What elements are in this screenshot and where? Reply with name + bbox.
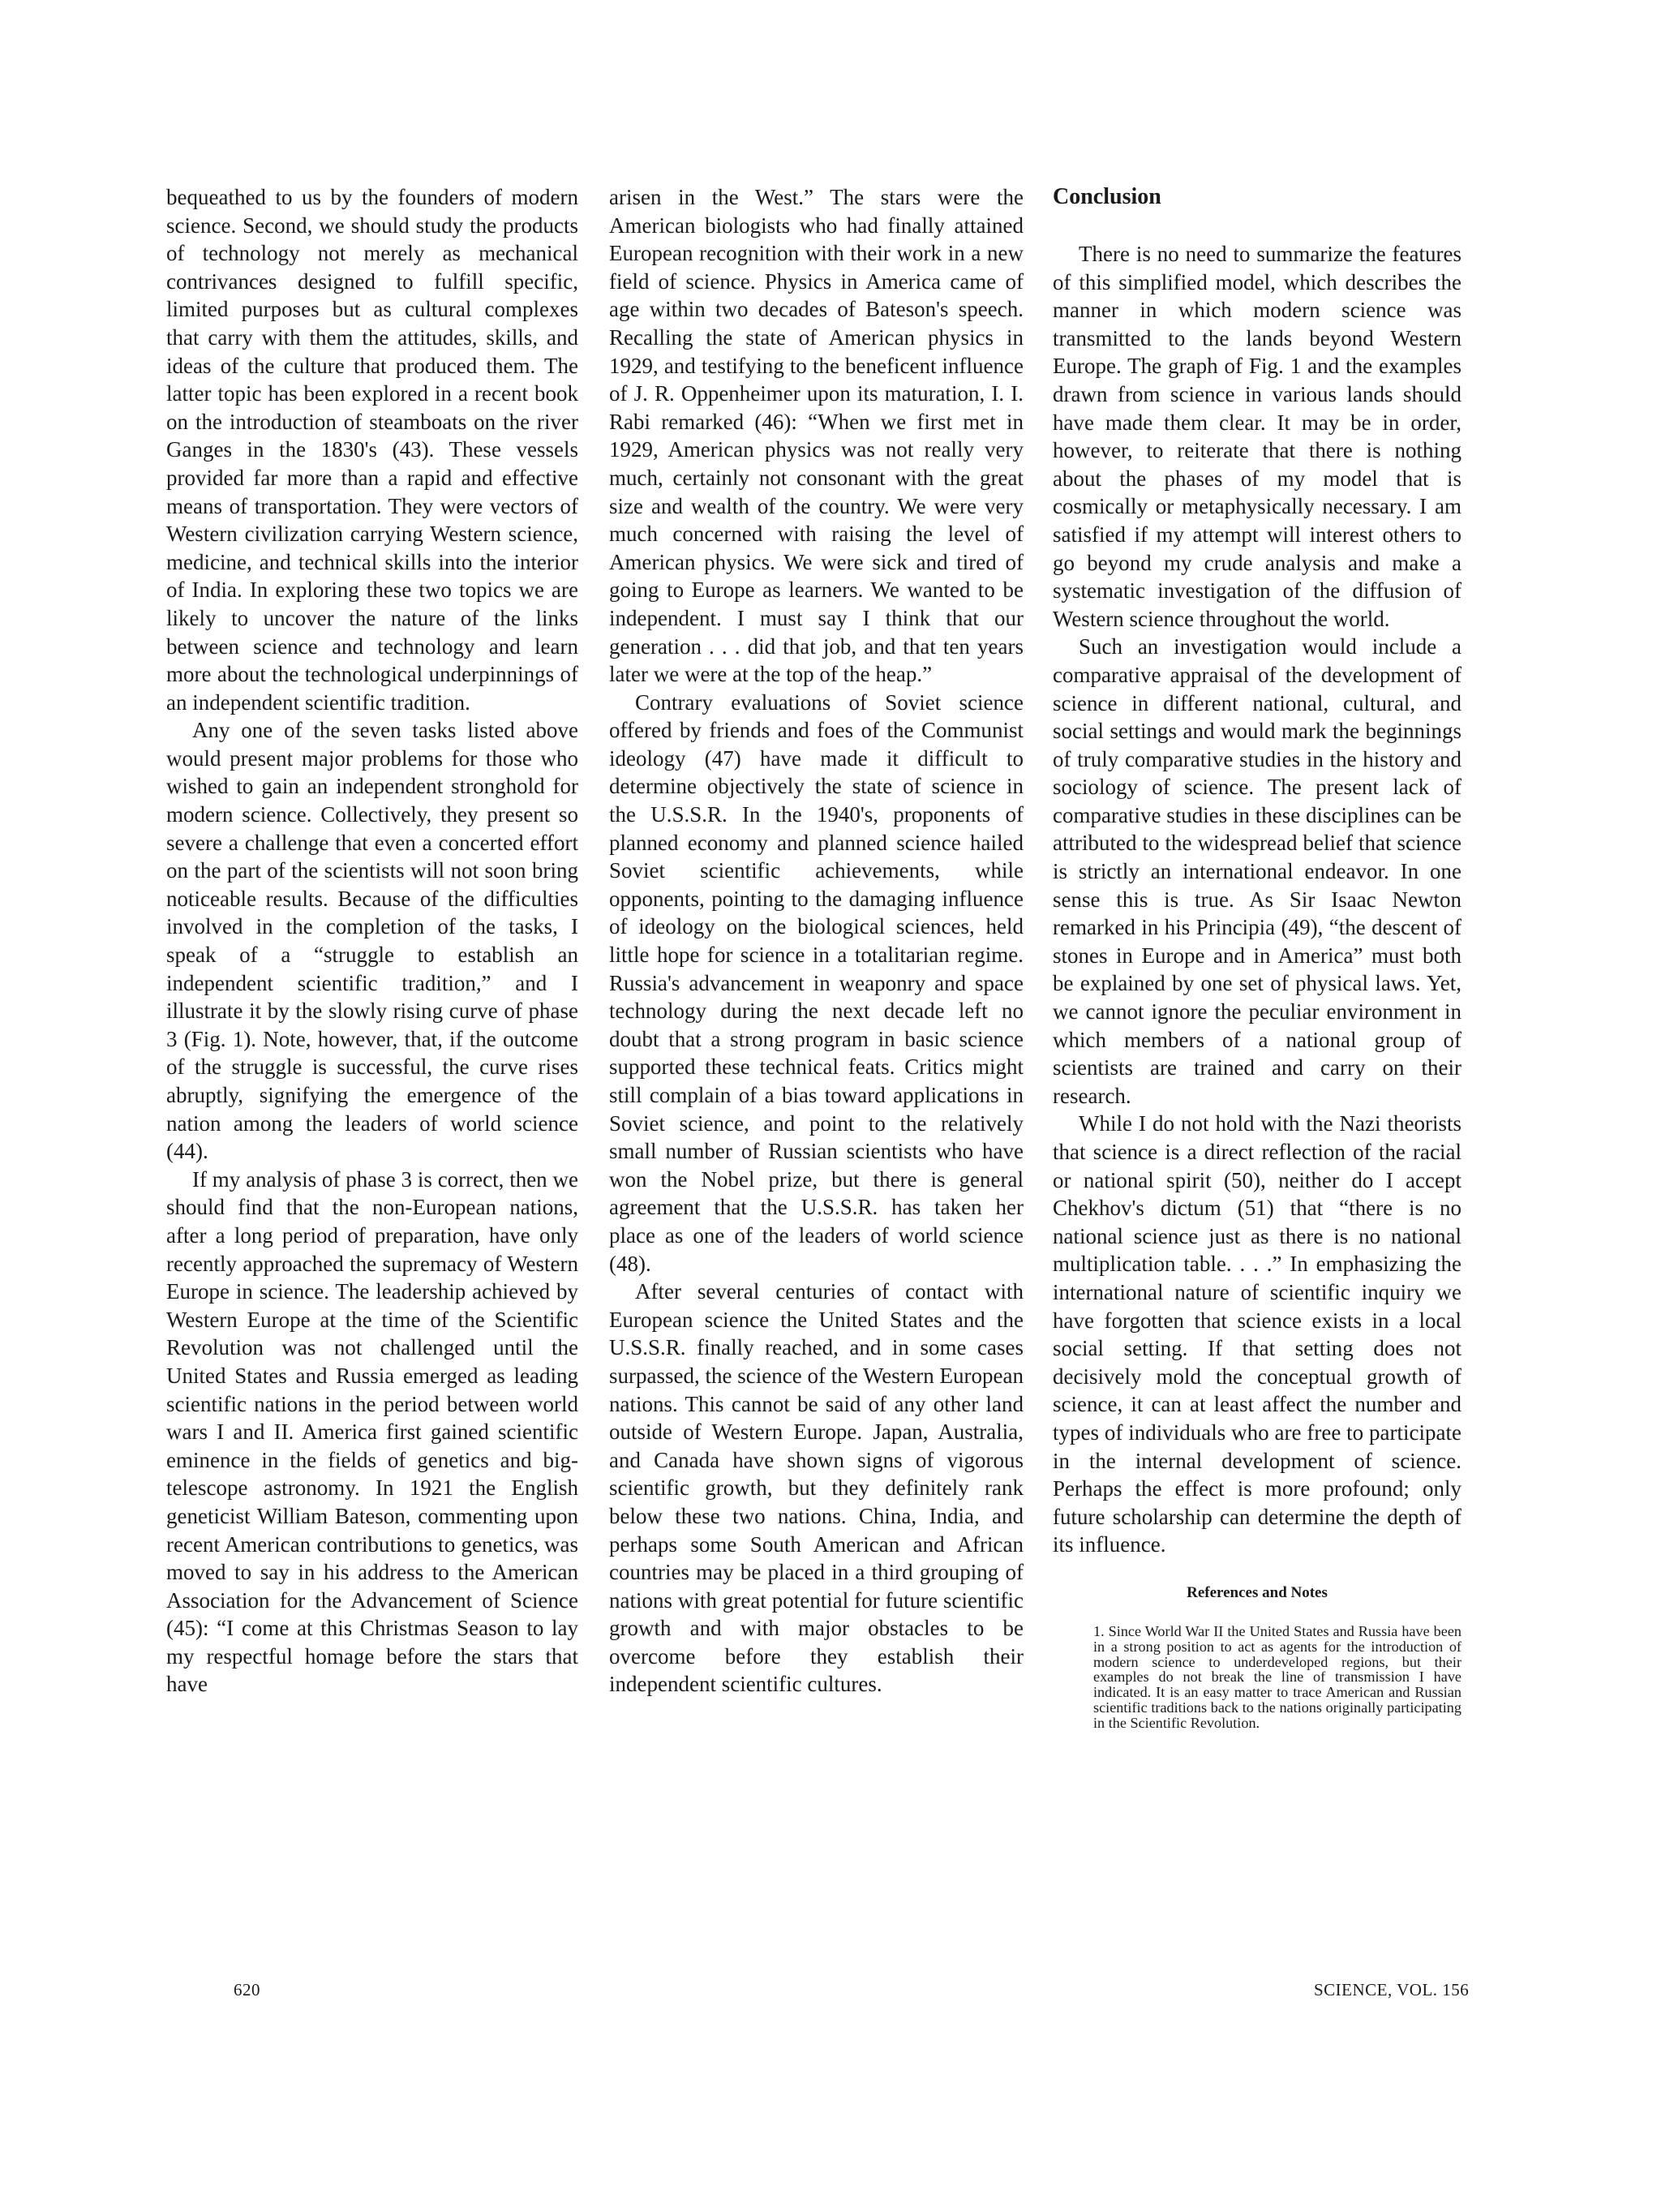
journal-reference: SCIENCE, VOL. 156 bbox=[1314, 1980, 1470, 1999]
body-paragraph: After several centuries of contact with European science the United States and the U.S.S.R. finally reached, and in some cases surpassed, the science of the Western European nations. This cannot be said of any other land outside of Western Europe. Japan, Australia, and Canada have shown signs of vigorous scientific growth, but they definitely rank below these two nations. China, India, and perhaps some South American and African countries may be placed in a third grouping of nations with great potential for future scientific growth and with major obstacles to be overcome before they establish their independent scientific cultures. bbox=[609, 1279, 1024, 1697]
body-paragraph: bequeathed to us by the founders of modern science. Second, we should study the products of technology not merely as mechanical contrivances designed to fulfill specific, limited purposes but as cultural complexes that carry with them the attitudes, skills, and ideas of the culture that produced them. The latter topic has been explored in a recent book on the introduction of steamboats on the river Ganges in the 1830's (43). These vessels provided far more than a rapid and effective means of transportation. They were vectors of Western civilization carrying Western science, medicine, and technical skills into the interior of India. In exploring these two topics we are likely to uncover the nature of the links between science and technology and learn more about the technological underpinnings of an independent scientific tradition. bbox=[166, 185, 578, 715]
section-heading: Conclusion bbox=[1053, 184, 1161, 209]
body-paragraph: Contrary evaluations of Soviet science offered by friends and foes of the Communist ideology (47) have made it difficult to determine objectively the state of science in the U.S.S.R. In the 1940's, proponents of planned economy and planned science hailed Soviet scientific achievements, while opponents, pointing to the damaging influence of ideology on the biological sciences, held little hope for science in a totalitarian regime. Russia's advancement in weaponry and space technology during the next decade left no doubt that a strong program in basic science supported these technical feats. Critics might still complain of a bias toward applications in Soviet science, and point to the relatively small number of Russian scientists who have won the Nobel prize, but there is general agreement that the U.S.S.R. has taken her place as one of the leaders of world science (48). bbox=[609, 689, 1024, 1276]
page-number: 620 bbox=[234, 1980, 260, 1999]
column-2 bbox=[609, 183, 1024, 1699]
body-paragraph: There is no need to summarize the features of this simplified model, which describes the manner in which modern science was transmitted to the lands beyond Western Europe. The graph of Fig. 1 and the examples drawn from science in various lands should have made them clear. It may be in order, however, to reiterate that there is nothing about the phases of my model that is cosmically or metaphysically necessary. I am satisfied if my attempt will interest others to go beyond my crude analysis and make a systematic investigation of the diffusion of Western science throughout the world. bbox=[1053, 242, 1461, 631]
body-paragraph: arisen in the West.” The stars were the American biologists who had finally attained European recognition with their work in a new field of science. Physics in America came of age within two decades of Bateson's speech. Recalling the state of American physics in 1929, and testifying to the beneficent influence of J. R. Oppenheimer upon its maturation, I. I. Rabi remarked (46): “When we first met in 1929, American physics was not really very much, certainly not consonant with the great size and wealth of the country. We were very much concerned with raising the level of American physics. We were sick and tired of going to Europe as learners. We wanted to be independent. I must say I think that our generation . . . did that job, and that ten years later we were at the top of the heap.” bbox=[609, 185, 1024, 687]
column-3 bbox=[1053, 183, 1461, 1730]
body-paragraph: While I do not hold with the Nazi theorists that science is a direct reflection of the racial or national spirit (50), neither do I accept Chekhov's dictum (51) that “there is no national science just as there is no national multiplication table. . . .” In emphasizing the international nature of scientific inquiry we have forgotten that science exists in a local social setting. If that setting does not decisively mold the conceptual growth of science, it can at least affect the number and types of individuals who are free to participate in the internal development of science. Perhaps the effect is more profound; only future scholarship can determine the depth of its influence. bbox=[1053, 1111, 1461, 1557]
references-heading: References and Notes bbox=[1187, 1583, 1328, 1601]
body-paragraph: If my analysis of phase 3 is correct, then we should find that the non-European nations, after a long period of preparation, have only recently approached the supremacy of Western Europe in science. The leadership achieved by Western Europe at the time of the Scientific Revolution was not challenged until the United States and Russia emerged as leading scientific nations in the period between world wars I and II. America first gained scientific eminence in the fields of genetics and big-telescope astronomy. In 1921 the English geneticist William Bateson, commenting upon recent American contributions to genetics, was moved to say in his address to the American Association for the Advancement of Science (45): “I come at this Christmas Season to lay my respectful homage before the stars that have bbox=[166, 1166, 578, 1697]
body-paragraph: Any one of the seven tasks listed above would present major problems for those who wished to gain an independent stronghold for modern science. Collectively, they present so severe a challenge that even a concerted effort on the part of the scientists will not soon bring noticeable results. Because of the difficulties involved in the completion of the tasks, I speak of a “struggle to establish an independent scientific tradition,” and I illustrate it by the slowly rising curve of phase 3 (Fig. 1). Note, however, that, if the outcome of the struggle is successful, the curve rises abruptly, signifying the emergence of the nation among the leaders of world science (44). bbox=[166, 718, 578, 1164]
reference-item: 1. Since World War II the United States and Russia have been in a strong position to act as agents for the introduction of modern science to underdeveloped regions, but their examples do not break the line of transmission I have indicated. It is an easy matter to trace American and Russian scientific traditions back to the nations originally participating in the Scientific Revolution. bbox=[1093, 1622, 1461, 1731]
body-paragraph: Such an investigation would include a comparative appraisal of the development of science in different national, cultural, and social settings and would mark the beginnings of truly comparative studies in the history and sociology of science. The present lack of comparative studies in these disciplines can be attributed to the widespread belief that science is strictly an international endeavor. In one sense this is true. As Sir Isaac Newton remarked in his Principia (49), “the descent of stones in Europe and in America” must both be explained by one set of physical laws. Yet, we cannot ignore the peculiar environment in which members of a national group of scientists are trained and carry on their research. bbox=[1053, 634, 1461, 1108]
column-1 bbox=[166, 183, 578, 1699]
